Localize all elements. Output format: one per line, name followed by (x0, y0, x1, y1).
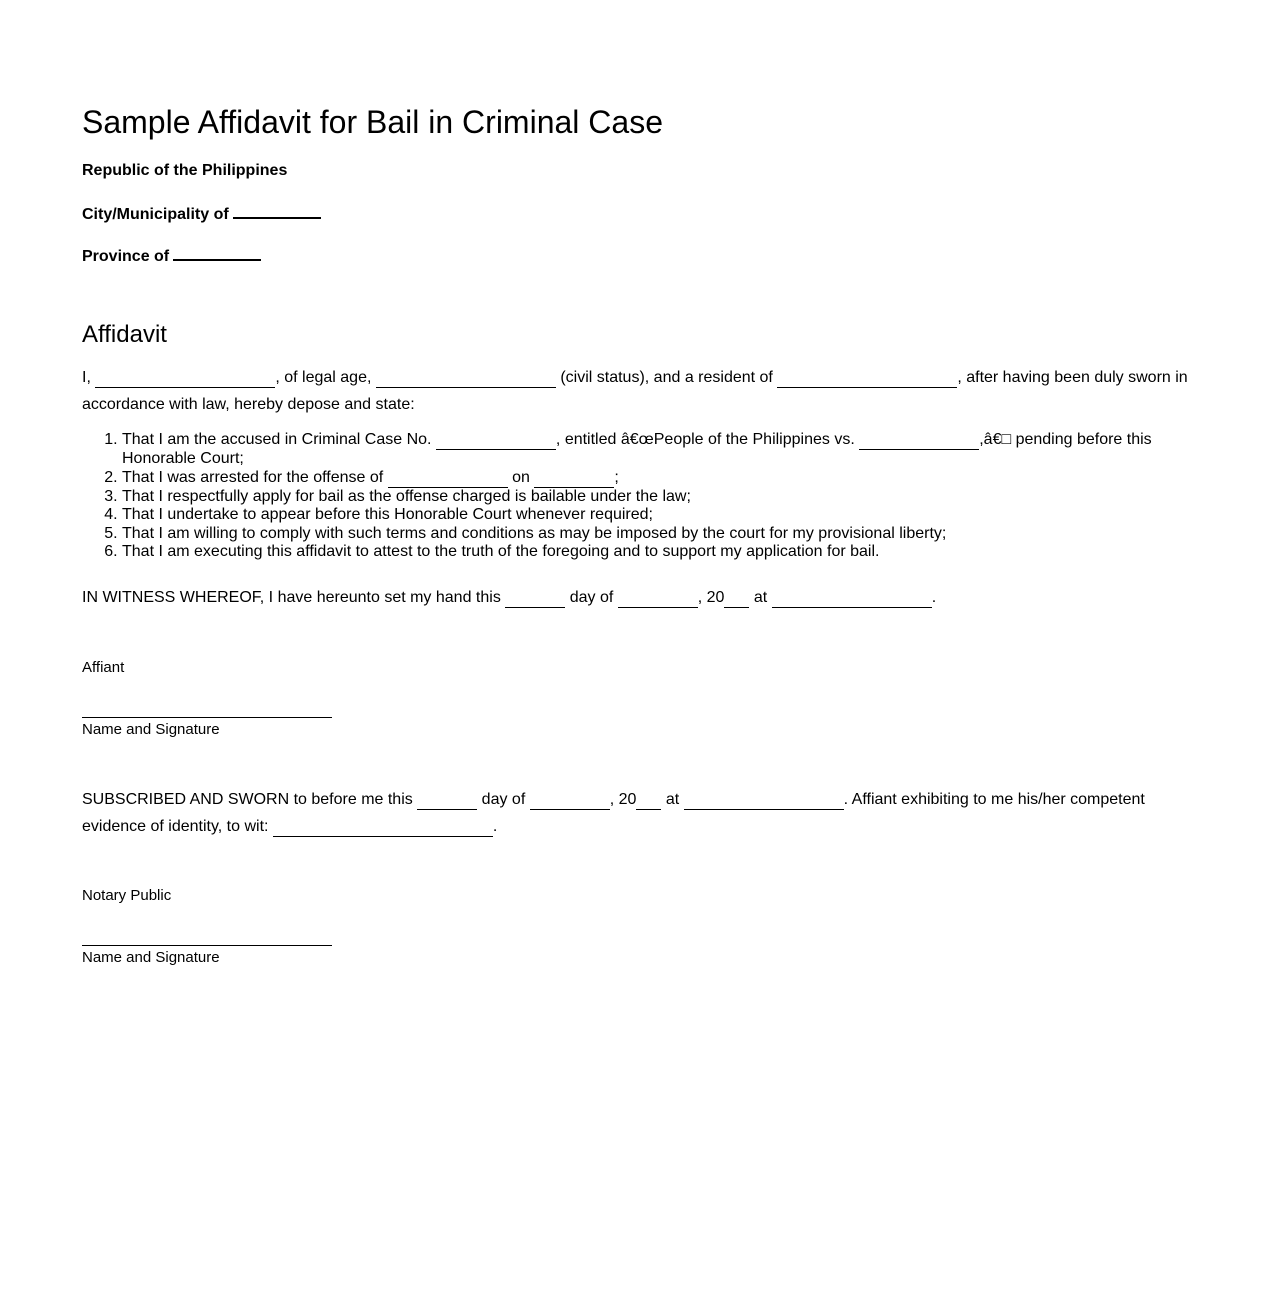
statement-item: 5. That I am willing to comply with such terms and conditions as may be imposed by the court for my provisional liberty; (122, 525, 1202, 544)
statement-item (122, 469, 1202, 488)
statement-text: ,â€□ pending before this Honorable Court; (122, 431, 1152, 467)
jurat-text-5: . Affiant exhibiting to me his/her competent evidence of identity, to wit: (82, 791, 1145, 835)
civil-status-blank[interactable] (376, 369, 556, 388)
notary-signature-line[interactable] (82, 945, 332, 946)
witness-year-blank[interactable] (724, 589, 749, 608)
witness-text-1: IN WITNESS WHEREOF, I have hereunto set my hand this (82, 589, 501, 606)
jurat-paragraph (82, 786, 1202, 840)
witness-month-blank[interactable] (618, 589, 698, 608)
statement-text: , entitled â€œPeople of the Philippines vs. (555, 431, 855, 448)
witness-text-5: . (931, 589, 937, 606)
arrest-date-blank[interactable] (534, 469, 614, 488)
statement-text: ; (614, 468, 619, 486)
province-header (82, 245, 261, 267)
jurat-text-2: day of (481, 791, 526, 808)
jurat-place-blank[interactable] (684, 791, 844, 810)
jurat-text-3: , 20 (609, 791, 637, 808)
intro-text-1: I, (82, 369, 91, 386)
case-number-blank[interactable] (436, 431, 556, 450)
city-blank[interactable] (233, 203, 321, 219)
statement-item: 3. That I respectfully apply for bail as the offense charged is bailable under the law; (122, 488, 1202, 507)
notary-label: Notary Public (82, 887, 172, 904)
intro-text-3: (civil status), and a resident of (560, 369, 773, 386)
city-header (82, 203, 321, 225)
affiant-label: Affiant (82, 659, 125, 676)
name-blank[interactable] (95, 369, 275, 388)
witness-place-blank[interactable] (772, 589, 932, 608)
intro-text-2: , of legal age, (275, 369, 372, 386)
province-label: Province of (82, 248, 170, 265)
jurat-month-blank[interactable] (530, 791, 610, 810)
jurat-year-blank[interactable] (636, 791, 661, 810)
residence-blank[interactable] (777, 369, 957, 388)
notary-signature-caption: Name and Signature (82, 949, 220, 966)
intro-text-4: , after having been duly sworn in accordance with law, hereby depose and state: (82, 369, 1188, 413)
province-blank[interactable] (173, 245, 261, 261)
identity-evidence-blank[interactable] (273, 818, 493, 837)
opposing-party-blank[interactable] (859, 431, 979, 450)
city-label: City/Municipality of (82, 206, 229, 223)
statement-text: That I am the accused in Criminal Case No. (122, 431, 432, 448)
witness-text-4: at (753, 589, 768, 606)
statements-list (82, 431, 1202, 562)
jurat-text-1: SUBSCRIBED AND SWORN to before me this (82, 791, 413, 808)
intro-paragraph (82, 364, 1202, 418)
witness-paragraph (82, 584, 1202, 611)
affiant-signature-caption: Name and Signature (82, 721, 220, 738)
jurat-text-6: . (492, 818, 498, 835)
witness-day-blank[interactable] (505, 589, 565, 608)
document-title: Sample Affidavit for Bail in Criminal Case (82, 104, 663, 140)
witness-text-2: day of (569, 589, 614, 606)
statement-item: 4. That I undertake to appear before this Honorable Court whenever required; (122, 506, 1202, 525)
affiant-signature-line[interactable] (82, 717, 332, 718)
jurat-text-4: at (665, 791, 680, 808)
statement-text: on (512, 468, 530, 486)
statement-item (122, 431, 1202, 469)
statement-item: 6. That I am executing this affidavit to attest to the truth of the foregoing and to support my application for bail. (122, 543, 1202, 562)
section-title: Affidavit (82, 321, 167, 348)
offense-blank[interactable] (388, 469, 508, 488)
statement-text: That I was arrested for the offense of (122, 468, 384, 486)
country-header: Republic of the Philippines (82, 162, 288, 179)
jurat-day-blank[interactable] (417, 791, 477, 810)
witness-text-3: , 20 (697, 589, 725, 606)
